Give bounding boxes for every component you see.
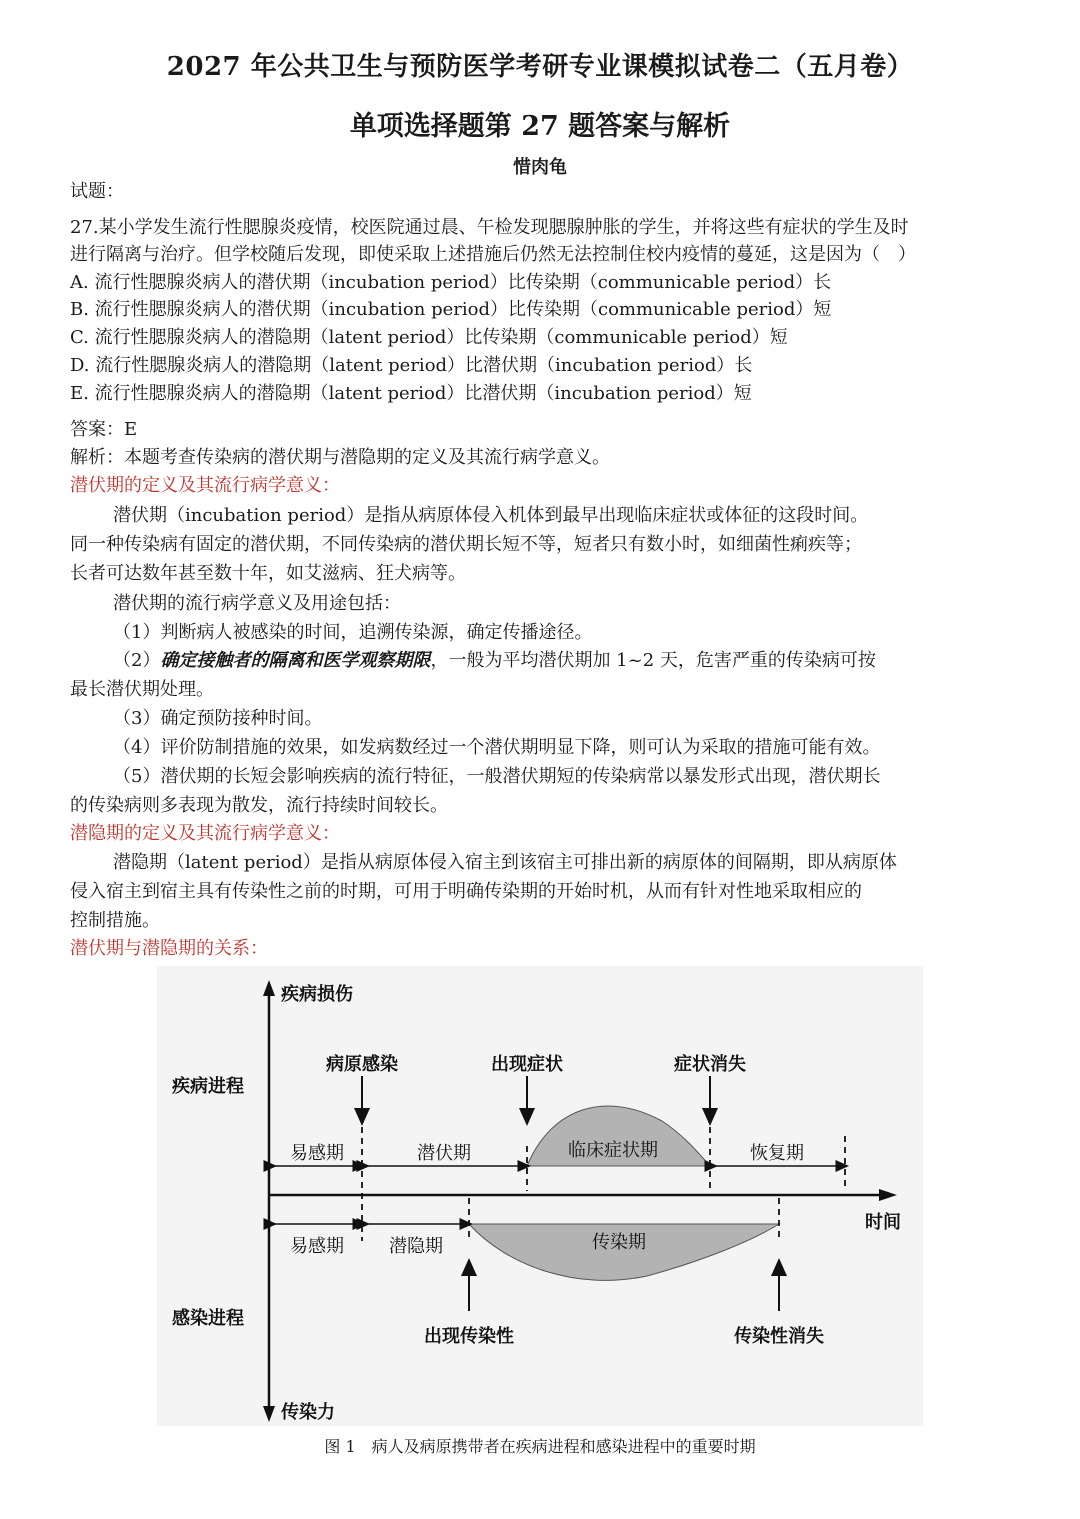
x-axis-label: 时间 xyxy=(865,1212,901,1233)
period-label-recovery: 恢复期 xyxy=(750,1143,804,1164)
event-label-infectious-onset: 出现传染性 xyxy=(424,1326,514,1347)
section-heading-relation: 潜伏期与潜隐期的关系： xyxy=(70,938,268,959)
author-name: 惜肉龟 xyxy=(513,157,567,178)
list-item: （5）潜伏期的长短会影响疾病的流行特征，一般潜伏期短的传染病常以暴发形式出现，潜伏期长 xyxy=(113,766,881,787)
paragraph-line: 同一种传染病有固定的潜伏期，不同传染病的潜伏期长短不等，短者只有数小时，如细菌性痢疾等； xyxy=(70,534,862,555)
option-a: A. 流行性腮腺炎病人的潜伏期（incubation period）比传染期（communicable period）长 xyxy=(70,272,832,293)
period-label-bottom-susceptible: 易感期 xyxy=(290,1236,344,1257)
paragraph-line: 侵入宿主到宿主具有传染性之前的时期，可用于明确传染期的开始时机，从而有针对性地采取相应的 xyxy=(70,881,862,902)
paragraph-line: 潜伏期（incubation period）是指从病原体侵入机体到最早出现临床症状或体征的这段时间。 xyxy=(113,505,869,526)
section-heading-latent: 潜隐期的定义及其流行病学意义： xyxy=(70,823,340,844)
list-item-number: （2） xyxy=(113,650,161,671)
paragraph-line: 长者可达数年甚至数十年，如艾滋病、狂犬病等。 xyxy=(70,563,466,584)
list-item-text: ，一般为平均潜伏期加 1~2 天，危害严重的传染病可按 xyxy=(430,650,876,671)
list-item: （1）判断病人被感染的时间，追溯传染源，确定传播途径。 xyxy=(113,622,593,643)
paragraph-line: 潜伏期的流行病学意义及用途包括： xyxy=(113,593,401,614)
option-d: D. 流行性腮腺炎病人的潜隐期（latent period）比潜伏期（incubation period）长 xyxy=(70,355,753,376)
paragraph-line: 潜隐期（latent period）是指从病原体侵入宿主到该宿主可排出新的病原体的间隔期，即从病原体 xyxy=(113,852,897,873)
infection-row-label: 感染进程 xyxy=(172,1308,244,1329)
question-stem-line: 27.某小学发生流行性腮腺炎疫情，校医院通过晨、午检发现腮腺肿胀的学生，并将这些有症状的学生及时 xyxy=(70,217,909,238)
time-axis-arrow xyxy=(879,1189,897,1201)
list-item: （4）评价防制措施的效果，如发病数经过一个潜伏期明显下降，则可认为采取的措施可能有效。 xyxy=(113,737,881,758)
period-label-clinical: 临床症状期 xyxy=(568,1140,658,1161)
section-heading-incubation: 潜伏期的定义及其流行病学意义： xyxy=(70,475,340,496)
analysis-intro: 解析：本题考查传染病的潜伏期与潜隐期的定义及其流行病学意义。 xyxy=(70,447,610,468)
event-label-infectious-end: 传染性消失 xyxy=(734,1326,824,1347)
option-c: C. 流行性腮腺炎病人的潜隐期（latent period）比传染期（communicable period）短 xyxy=(70,327,788,348)
list-item: （3）确定预防接种时间。 xyxy=(113,708,323,729)
document-subtitle: 单项选择题第 27 题答案与解析 xyxy=(349,111,731,142)
question-label: 试题： xyxy=(70,181,124,202)
timeline-diagram xyxy=(157,966,923,1426)
y-bottom-label: 传染力 xyxy=(281,1402,335,1423)
emphasized-text: 确定接触者的隔离和医学观察期限 xyxy=(160,650,431,671)
axis-arrow-up xyxy=(263,980,275,996)
list-item-continued: 最长潜伏期处理。 xyxy=(70,679,214,700)
period-label-latent: 潜隐期 xyxy=(389,1236,443,1257)
option-b: B. 流行性腮腺炎病人的潜伏期（incubation period）比传染期（communicable period）短 xyxy=(70,299,832,320)
paragraph-line: 控制措施。 xyxy=(70,910,160,931)
y-top-label: 疾病损伤 xyxy=(281,984,353,1005)
period-label-communicable: 传染期 xyxy=(592,1232,646,1253)
event-label-infection: 病原感染 xyxy=(326,1054,398,1075)
event-label-symptom-onset: 出现症状 xyxy=(491,1054,563,1075)
disease-row-label: 疾病进程 xyxy=(172,1076,244,1097)
figure-caption: 图 1 病人及病原携带者在疾病进程和感染进程中的重要时期 xyxy=(324,1437,756,1456)
period-label-incubation: 潜伏期 xyxy=(417,1143,471,1164)
document-title: 2027 年公共卫生与预防医学考研专业课模拟试卷二（五月卷） xyxy=(166,52,914,82)
axis-arrow-down xyxy=(263,1406,275,1422)
period-label-top-susceptible: 易感期 xyxy=(290,1143,344,1164)
event-label-symptom-end: 症状消失 xyxy=(674,1054,746,1075)
answer: 答案：E xyxy=(70,419,138,440)
list-item xyxy=(113,649,876,673)
option-e: E. 流行性腮腺炎病人的潜隐期（latent period）比潜伏期（incubation period）短 xyxy=(70,383,752,404)
figure-disease-infection-timeline xyxy=(157,966,923,1426)
question-stem-line: 进行隔离与治疗。但学校随后发现，即使采取上述措施后仍然无法控制住校内疫情的蔓延，这是因为（ ） xyxy=(70,244,916,265)
list-item-continued: 的传染病则多表现为散发，流行持续时间较长。 xyxy=(70,795,448,816)
